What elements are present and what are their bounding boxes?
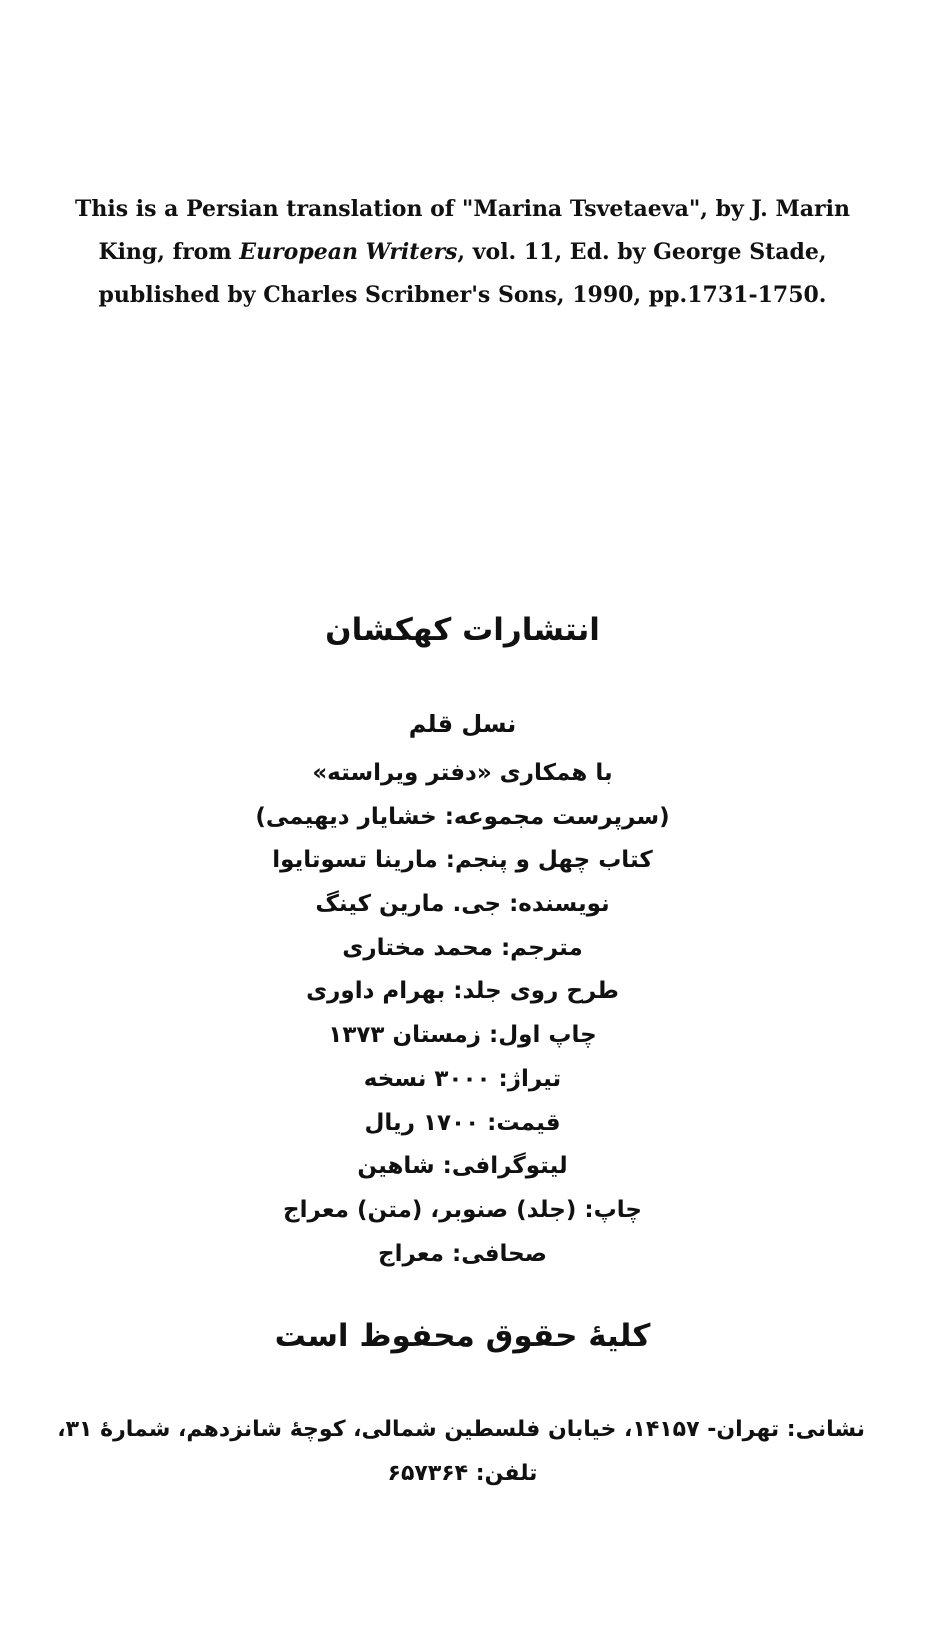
author-line: نویسنده: جی. مارین کینگ — [315, 891, 610, 918]
english-note-line-2-end: , vol. 11, Ed. by George Stade, — [457, 239, 827, 265]
credits-block — [40, 752, 885, 1276]
copyright-notice: کلیهٔ حقوق محفوظ است — [274, 1318, 651, 1354]
collaboration-line: با همکاری «دفتر ویراسته» — [312, 760, 613, 786]
printing-line: چاپ: (جلد) صنوبر، (متن) معراج — [283, 1196, 642, 1223]
english-note-line-2 — [70, 231, 855, 274]
english-note-book-title: European Writers — [239, 239, 458, 265]
english-translation-note — [70, 188, 855, 317]
publisher-name: انتشارات کهکشان — [325, 612, 600, 648]
english-note-line-1: This is a Persian translation of "Marina Tsvetaeva", by J. Marin — [75, 196, 850, 222]
first-edition-line: چاپ اول: زمستان ۱۳۷۳ — [328, 1022, 597, 1049]
contact-block — [57, 1408, 865, 1496]
address-line: نشانی: تهران- ۱۴۱۵۷، خیابان فلسطین شمالی، کوچهٔ شانزدهم، شمارهٔ ۳۱، — [57, 1417, 865, 1442]
english-note-line-2-start: King, from — [98, 239, 240, 265]
cover-design-line: طرح روی جلد: بهرام داوری — [306, 978, 619, 1005]
english-note-line-3: published by Charles Scribner's Sons, 1990, pp.1731-1750. — [98, 282, 827, 308]
translator-line: مترجم: محمد مختاری — [342, 934, 583, 961]
binding-line: صحافی: معراج — [378, 1240, 547, 1267]
book-number-line: کتاب چهل و پنجم: مارینا تسوتایوا — [272, 847, 653, 874]
series-editor-line: (سرپرست مجموعه: خشایار دیهیمی) — [255, 803, 670, 830]
price-line: قیمت: ۱۷۰۰ ریال — [364, 1109, 561, 1136]
series-name: نسل قلم — [408, 710, 517, 738]
lithography-line: لیتوگرافی: شاهین — [357, 1153, 568, 1180]
print-run-line: تیراژ: ۳۰۰۰ نسخه — [363, 1065, 562, 1092]
phone-line: تلفن: ۶۵۷۳۶۴ — [387, 1461, 538, 1486]
